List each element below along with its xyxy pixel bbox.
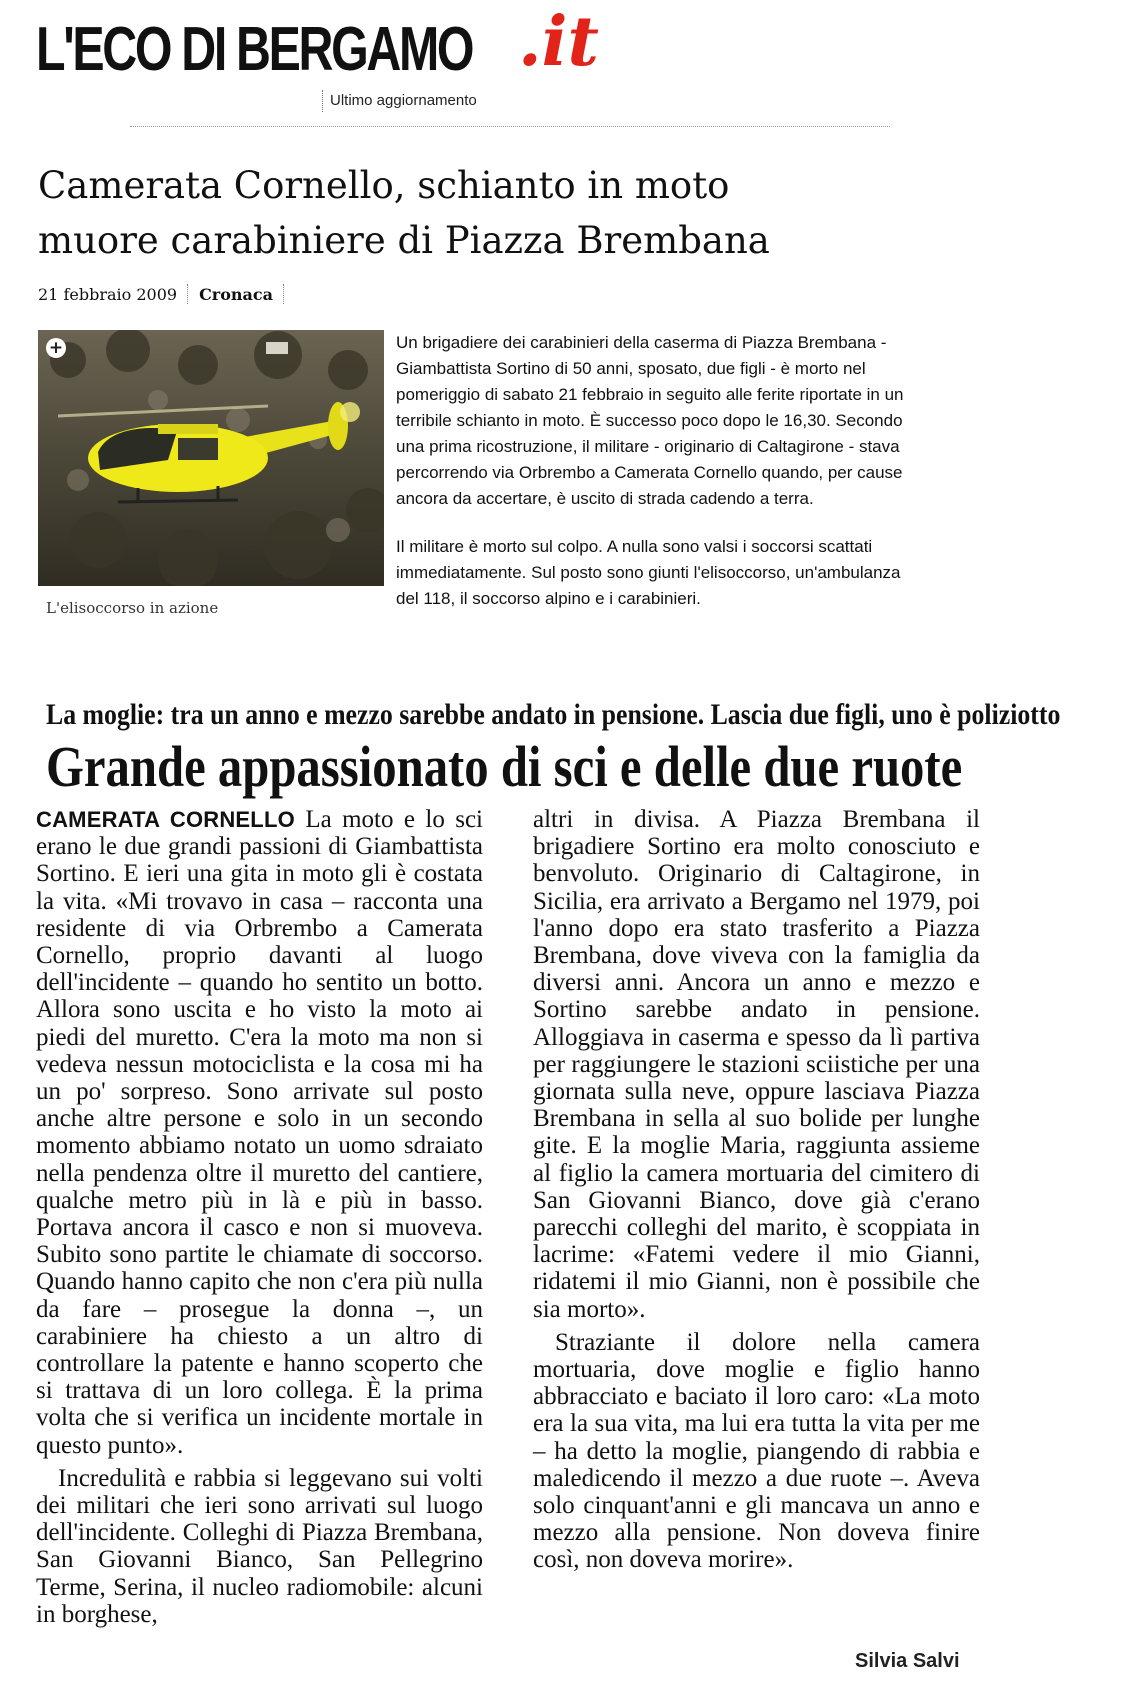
photo-caption: L'elisoccorso in azione — [46, 599, 219, 617]
update-separator — [322, 90, 324, 112]
body-paragraph: Straziante il dolore nella camera mortuaria, dove moglie e figlio hanno abbracciato e baciato il loro caro: «La moto era la sua vita, ma lui era tutta la vita per me – ha detto la moglie, piangendo di rabbia e maledicendo il mezzo a due ruote –. Aveva solo cinquant'anni e gli mancava un anno e mezzo alla pensione. Non doveva finire così, non doveva morire». — [533, 1328, 980, 1574]
zoom-plus-icon[interactable]: + — [46, 338, 66, 358]
meta-separator — [187, 284, 189, 304]
site-logo-suffix[interactable]: .it — [518, 2, 599, 82]
article-photo[interactable] — [38, 330, 384, 586]
article-meta — [38, 284, 295, 304]
helicopter-photo-illustration — [38, 330, 384, 586]
dateline: CAMERATA CORNELLO — [36, 807, 295, 832]
site-logo[interactable]: L'ECO DI BERGAMO — [36, 15, 473, 84]
article-lead — [396, 330, 916, 634]
body-text: La moto e lo sci erano le due grandi passioni di Giambattista Sortino. E ieri una gita in moto gli è costata la vita. «Mi trovavo in casa – racconta una residente di via Orbrembo a Camerata Cornello, proprio davanti al luogo dell'incidente – quando ho sentito un botto. Allora sono uscita e ho visto la moto ai piedi del muretto. C'era la moto ma non si vedeva nessun motociclista e la cosa mi ha un po' sorpreso. Sono arrivate sul posto anche altre persone e solo in un secondo momento abbiamo notato un uomo sdraiato nella pendenza oltre il muretto del cantiere, qualche metro più in là e più in basso. Portava ancora il casco e non si muoveva. Subito sono partite le chiamate di soccorso. Quando hanno capito che non c'era più nulla da fare – prosegue la donna –, un carabiniere ha chiesto a un altro di controllare la patente e hanno scoperto che si trattava di un loro collega. È la prima volta che si verifica un incidente mortale in questo punto». — [36, 806, 483, 1459]
clipping-column-left — [36, 806, 483, 1628]
header-divider — [130, 126, 890, 127]
clipping-column-right — [533, 806, 980, 1574]
lead-paragraph: Un brigadiere dei carabinieri della caserma di Piazza Brembana - Giambattista Sortino di 50 anni, sposato, due figli - è morto nel pomeriggio di sabato 21 febbraio in seguito alle ferite riportate in un terribile schianto in moto. È successo poco dopo le 16,30. Secondo una prima ricostruzione, il militare - originario di Caltagirone - stava percorrendo via Orbrembo a Camerata Cornello quando, per cause ancora da accertare, è uscito di strada cadendo a terra. — [396, 333, 904, 508]
author-byline: Silvia Salvi — [855, 1650, 960, 1672]
article-category-link[interactable]: Cronaca — [199, 284, 274, 304]
clipping-kicker: La moglie: tra un anno e mezzo sarebbe andato in pensione. Lascia due figli, uno è poliziotto — [46, 698, 1061, 731]
last-update-label: Ultimo aggiornamento — [330, 92, 477, 109]
article-title: Camerata Cornello, schianto in moto muore carabiniere di Piazza Brembana — [38, 164, 770, 262]
article-date: 21 febbraio 2009 — [38, 284, 178, 304]
lead-paragraph: Il militare è morto sul colpo. A nulla sono valsi i soccorsi scattati immediatamente. Sul posto sono giunti l'elisoccorso, un'ambulanza del 118, il soccorso alpino e i carabinieri. — [396, 537, 901, 608]
body-paragraph: altri in divisa. A Piazza Brembana il brigadiere Sortino era molto conosciuto e benvoluto. Originario di Caltagirone, in Sicilia, era arrivato a Bergamo nel 1979, poi l'anno dopo era stato trasferito a Piazza Brembana, dove viveva con la famiglia da diversi anni. Ancora un anno e mezzo e Sortino sarebbe andato in pensione. Alloggiava in caserma e spesso da lì partiva per raggiungere le stazioni sciistiche per una giornata sulla neve, oppure lasciava Piazza Brembana in sella al suo bolide per lunghe gite. E la moglie Maria, raggiunta assieme al figlio la camera mortuaria del cimitero di San Giovanni Bianco, dove già c'erano parecchi colleghi del marito, è scoppiata in lacrime: «Fatemi vedere il mio Gianni, ridatemi il mio Gianni, non è possibile che sia morto». — [533, 806, 980, 1323]
body-paragraph: Incredulità e rabbia si leggevano sui volti dei militari che ieri sono arrivati sul luogo dell'incidente. Colleghi di Piazza Brembana, San Giovanni Bianco, San Pellegrino Terme, Serina, il nucleo radiomobile: alcuni in borghese, — [36, 1464, 483, 1628]
clipping-headline: Grande appassionato di sci e delle due ruote — [46, 734, 963, 799]
meta-separator — [283, 284, 285, 304]
body-paragraph — [36, 806, 483, 1459]
